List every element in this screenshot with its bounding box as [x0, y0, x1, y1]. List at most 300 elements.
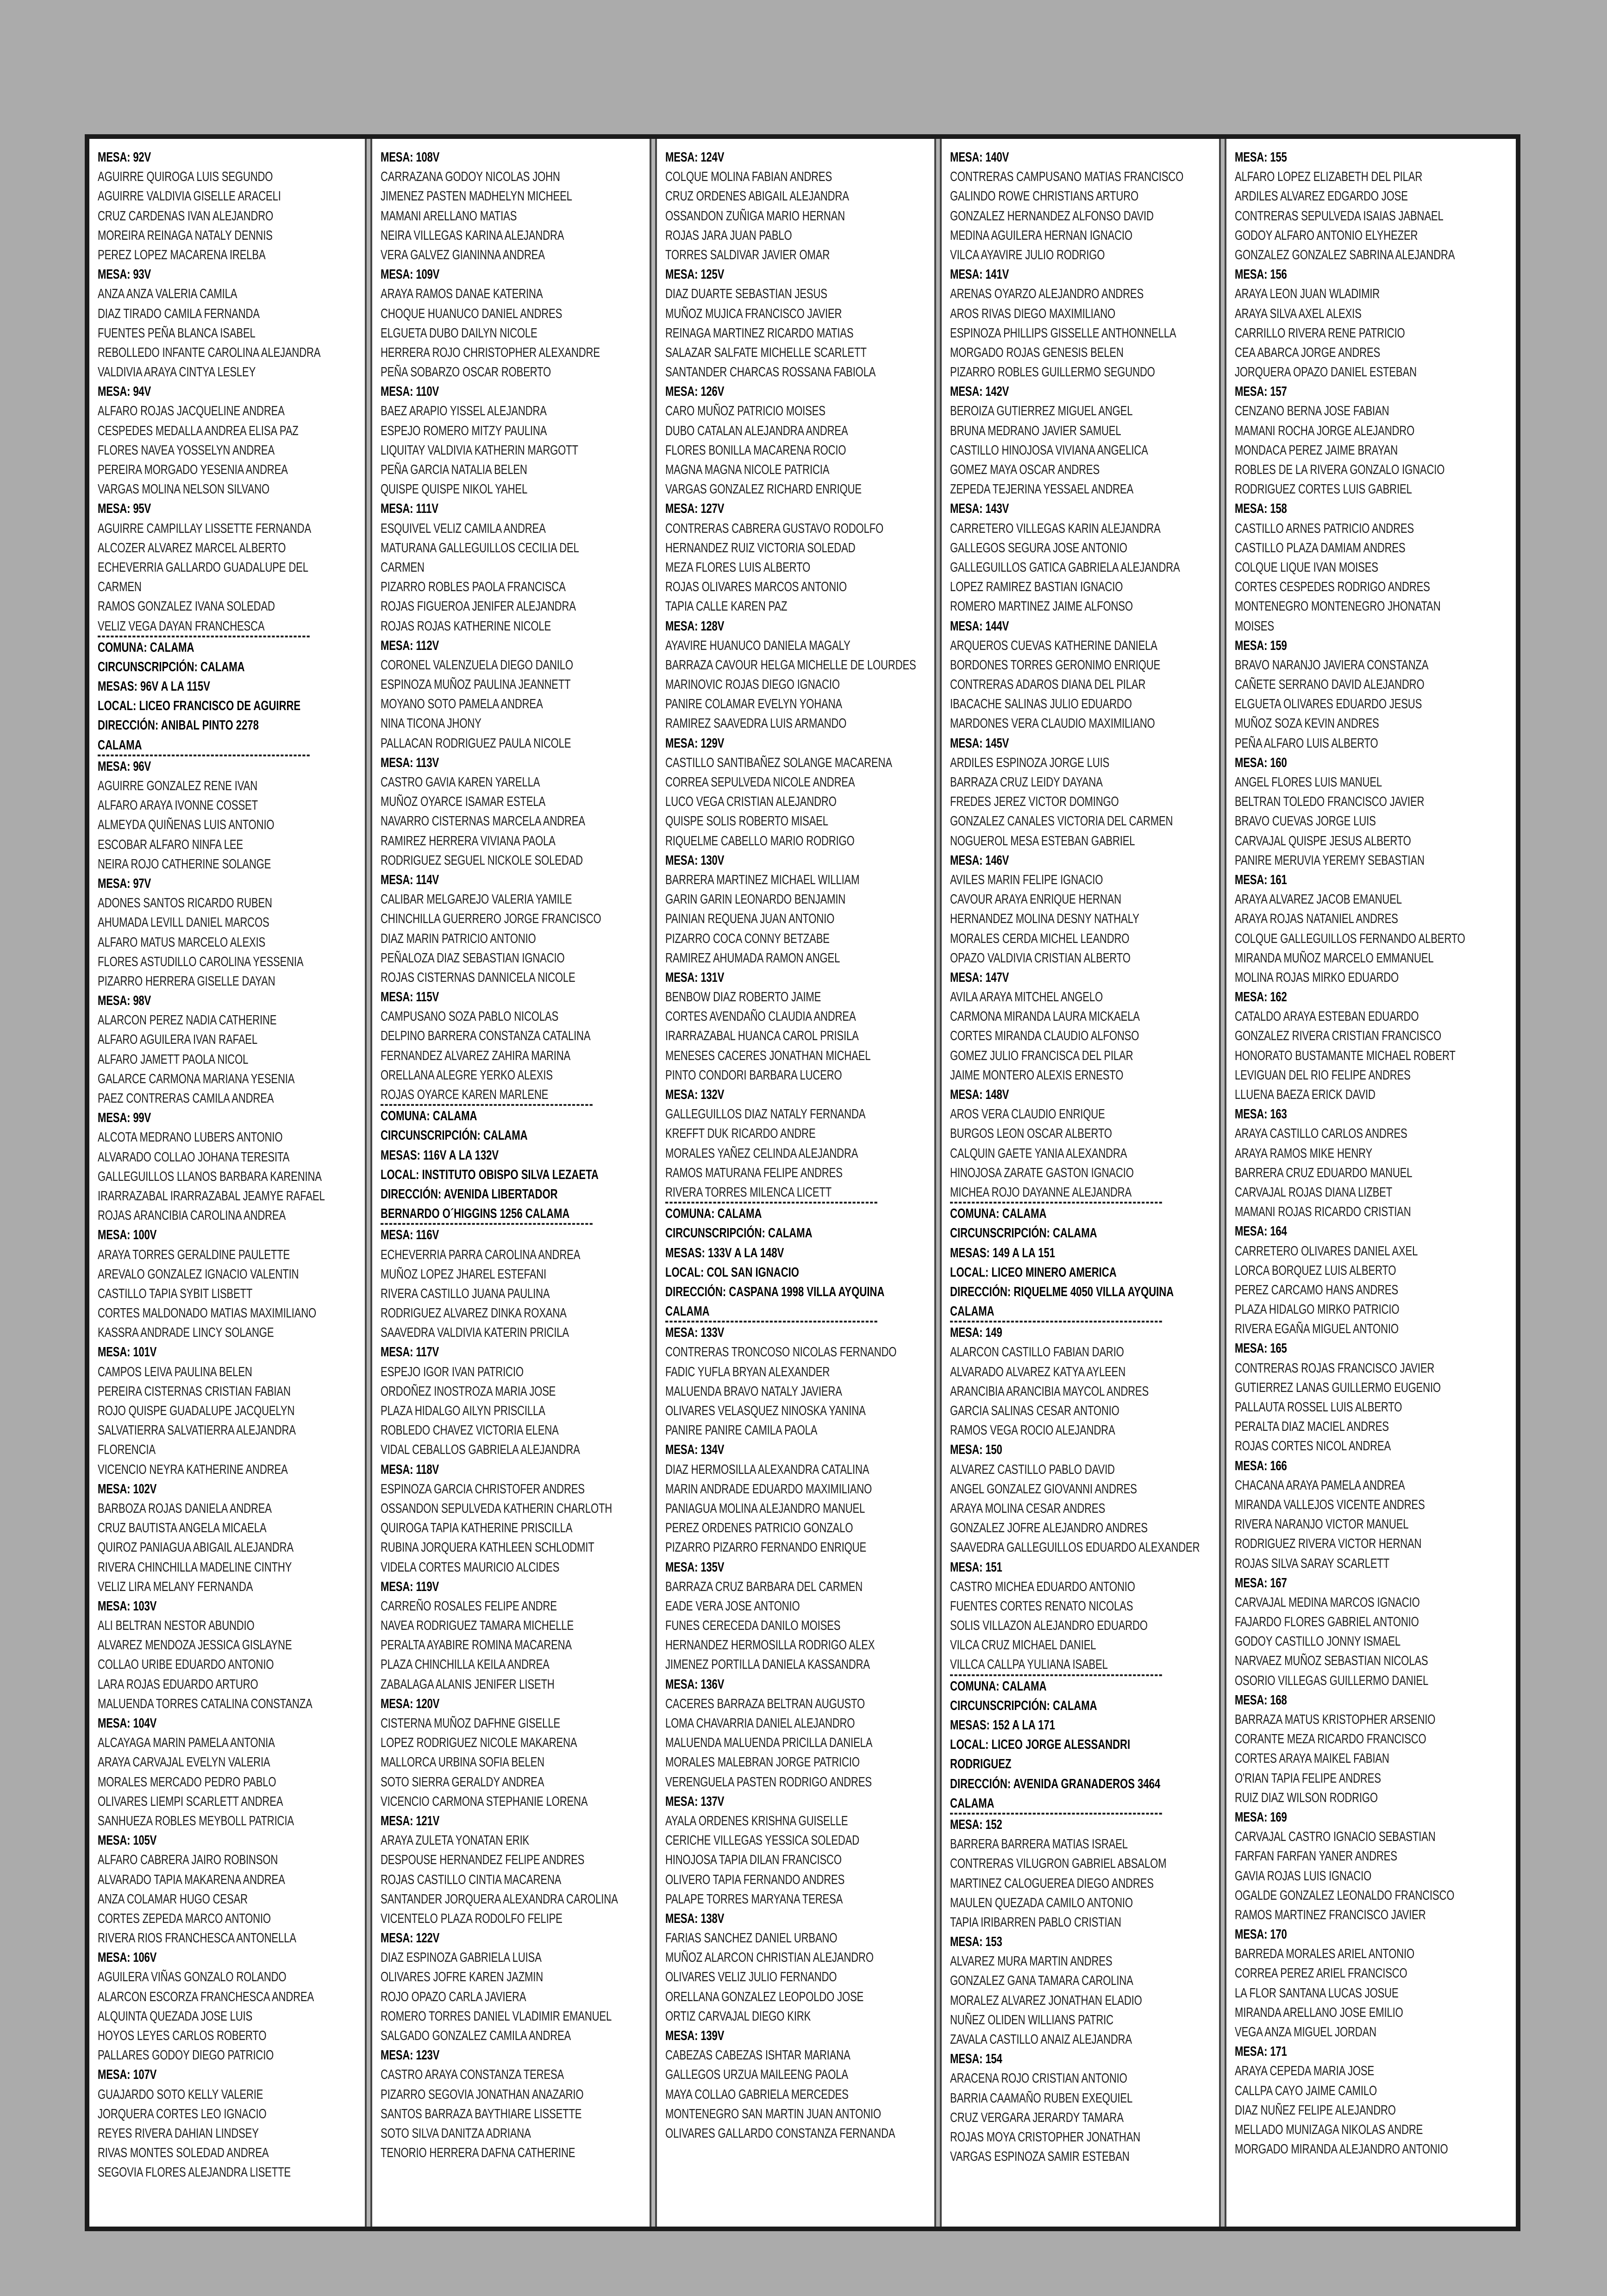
voter-name: ARAYA SILVA AXEL ALEXIS — [1235, 306, 1362, 321]
voter-name: SAAVEDRA GALLEGUILLOS EDUARDO ALEXANDER — [950, 1540, 1200, 1555]
voter-name: FERNANDEZ ALVAREZ ZAHIRA MARINA — [381, 1048, 571, 1063]
voter-name: NAVARRO CISTERNAS MARCELA ANDREA — [381, 813, 585, 829]
voter-name: HERNANDEZ MOLINA DESNY NATHALY — [950, 911, 1139, 926]
voter-name: ROBLEDO CHAVEZ VICTORIA ELENA — [381, 1423, 559, 1438]
voter-name: OLIVERO TAPIA FERNANDO ANDRES — [665, 1872, 845, 1887]
mesa-heading: MESA: 138V — [665, 1910, 725, 1926]
voter-name: DIAZ NUÑEZ FELIPE ALEJANDRO — [1235, 2102, 1396, 2117]
voter-name: COLQUE MOLINA FABIAN ANDRES — [665, 169, 832, 184]
mesa-heading: MESA: 126V — [665, 384, 725, 399]
voter-name: REBOLLEDO INFANTE CAROLINA ALEJANDRA — [98, 344, 321, 360]
voter-name: BELTRAN TOLEDO FRANCISCO JAVIER — [1235, 794, 1425, 809]
polling-place-header-line: MESAS: 96V A LA 115V — [98, 679, 210, 694]
voter-name: VILLCA CALLPA YULIANA ISABEL — [950, 1657, 1108, 1672]
mesa-heading: MESA: 133V — [665, 1325, 725, 1340]
voter-name: BEROIZA GUTIERREZ MIGUEL ANGEL — [950, 403, 1133, 418]
mesa-heading: MESA: 122V — [381, 1930, 440, 1946]
voter-name: ARQUEROS CUEVAS KATHERINE DANIELA — [950, 637, 1157, 653]
voter-name: LOMA CHAVARRIA DANIEL ALEJANDRO — [665, 1716, 855, 1730]
voter-name: SOTO SIERRA GERALDY ANDREA — [381, 1774, 544, 1789]
voter-name: OLIVARES GALLARDO CONSTANZA FERNANDA — [665, 2125, 895, 2140]
voter-name: CONTRERAS ROJAS FRANCISCO JAVIER — [1235, 1360, 1435, 1375]
voter-name: VICENCIO CARMONA STEPHANIE LORENA — [381, 1793, 588, 1809]
voter-name: ESCOBAR ALFARO NINFA LEE — [98, 836, 243, 852]
mesa-heading: MESA: 109V — [381, 267, 440, 282]
mesa-heading: MESA: 168 — [1235, 1692, 1287, 1707]
voter-name: CORTES MIRANDA CLAUDIO ALFONSO — [950, 1028, 1139, 1043]
voter-name: ALVAREZ MURA MARTIN ANDRES — [950, 1953, 1113, 1969]
polling-place-header-line: LOCAL: INSTITUTO OBISPO SILVA LEZAETA — [381, 1167, 599, 1182]
mesa-heading: MESA: 125V — [665, 267, 725, 282]
voter-name: FLORES BONILLA MACARENA ROCIO — [665, 442, 846, 457]
mesa-heading: MESA: 149 — [950, 1325, 1002, 1340]
voter-name: CISTERNA MUÑOZ DAFHNE GISELLE — [381, 1716, 560, 1730]
mesa-heading: MESA: 107V — [98, 2067, 157, 2082]
voter-name: CARO MUÑOZ PATRICIO MOISES — [665, 403, 825, 418]
voter-name: ALFARO ROJAS JACQUELINE ANDREA — [98, 403, 285, 418]
mesa-heading: MESA: 120V — [381, 1696, 440, 1711]
voter-name: RIVERA NARANJO VICTOR MANUEL — [1235, 1516, 1409, 1532]
polling-place-header-line: DIRECCIÓN: ANIBAL PINTO 2278 — [98, 718, 259, 733]
voter-name: RAMOS GONZALEZ IVANA SOLEDAD — [98, 599, 275, 614]
voter-name: HOYOS LEYES CARLOS ROBERTO — [98, 2028, 267, 2043]
voter-name: FUENTES PEÑA BLANCA ISABEL — [98, 325, 256, 340]
document-sheet — [85, 134, 1520, 2231]
mesa-heading: MESA: 157 — [1235, 384, 1287, 399]
voter-name: SANTOS BARRAZA BAYTHIARE LISSETTE — [381, 2106, 582, 2121]
mesa-heading: MESA: 144V — [950, 618, 1009, 633]
voter-name: GOMEZ MAYA OSCAR ANDRES — [950, 462, 1100, 477]
voter-name: PANIAGUA MOLINA ALEJANDRO MANUEL — [665, 1500, 865, 1516]
voter-name: CRUZ CARDENAS IVAN ALEJANDRO — [98, 208, 274, 223]
voter-name: CONTRERAS CABRERA GUSTAVO RODOLFO — [665, 520, 884, 536]
mesa-heading: MESA: 110V — [381, 384, 439, 399]
voter-name: AGUIRRE GONZALEZ RENE IVAN — [98, 778, 258, 793]
voter-name: ADONES SANTOS RICARDO RUBEN — [98, 895, 272, 911]
mesa-heading: MESA: 160 — [1235, 755, 1287, 770]
voter-name: PIZARRO SEGOVIA JONATHAN ANAZARIO — [381, 2086, 584, 2102]
column-4 — [942, 139, 1226, 2227]
mesa-heading: MESA: 118V — [381, 1461, 439, 1477]
voter-name: COLQUE GALLEGUILLOS FERNANDO ALBERTO — [1235, 930, 1465, 946]
voter-name: MORGADO ROJAS GENESIS BELEN — [950, 344, 1124, 360]
voter-name: GONZALEZ GANA TAMARA CAROLINA — [950, 1973, 1133, 1988]
voter-name: GALARCE CARMONA MARIANA YESENIA — [98, 1071, 295, 1086]
voter-name: ESPINOZA GARCIA CHRISTOFER ANDRES — [381, 1481, 585, 1496]
column-3 — [657, 139, 941, 2227]
mesa-heading: MESA: 164 — [1235, 1223, 1287, 1239]
voter-name: CONTRERAS CAMPUSANO MATIAS FRANCISCO — [950, 169, 1184, 184]
mesa-heading: MESA: 106V — [98, 1950, 157, 1965]
mesa-heading: MESA: 108V — [381, 150, 440, 164]
voter-name: PALAPE TORRES MARYANA TERESA — [665, 1891, 843, 1906]
voter-name: GOMEZ JULIO FRANCISCA DEL PILAR — [950, 1048, 1133, 1063]
voter-name: ESPINOZA MUÑOZ PAULINA JEANNETT — [381, 677, 571, 692]
voter-name: BARREDA MORALES ARIEL ANTONIO — [1235, 1946, 1414, 1961]
voter-name: PALLARES GODOY DIEGO PATRICIO — [98, 2047, 274, 2063]
voter-name: ALARCON ESCORZA FRANCHESCA ANDREA — [98, 1989, 314, 2004]
voter-name: O'RIAN TAPIA FELIPE ANDRES — [1235, 1770, 1381, 1785]
mesa-heading: MESA: 158 — [1235, 501, 1287, 516]
voter-name: CARRETERO OLIVARES DANIEL AXEL — [1235, 1243, 1418, 1258]
voter-name: BRAVO NARANJO JAVIERA CONSTANZA — [1235, 657, 1429, 672]
voter-name: QUISPE SOLIS ROBERTO MISAEL — [665, 813, 828, 829]
voter-name: OPAZO VALDIVIA CRISTIAN ALBERTO — [950, 950, 1131, 965]
polling-place-header-line: CIRCUNSCRIPCIÓN: CALAMA — [98, 659, 245, 674]
voter-name: MARTINEZ CALOGUEREA DIEGO ANDRES — [950, 1875, 1154, 1890]
voter-name: LORCA BORQUEZ LUIS ALBERTO — [1235, 1262, 1396, 1278]
voter-name: CHOQUE HUANUCO DANIEL ANDRES — [381, 306, 563, 321]
voter-name: BARRAZA CRUZ BARBARA DEL CARMEN — [665, 1578, 863, 1594]
voter-name: CENZANO BERNA JOSE FABIAN — [1235, 403, 1389, 418]
voter-name: TAPIA IRIBARREN PABLO CRISTIAN — [950, 1914, 1121, 1929]
mesa-heading: MESA: 146V — [950, 852, 1009, 867]
voter-name: CASTILLO PLAZA DAMIAM ANDRES — [1235, 540, 1406, 555]
voter-name: VICENTELO PLAZA RODOLFO FELIPE — [381, 1910, 563, 1926]
voter-name: ALVAREZ CASTILLO PABLO DAVID — [950, 1461, 1115, 1477]
voter-name: CORONEL VALENZUELA DIEGO DANILO — [381, 657, 573, 672]
voter-name: BARRERA MARTINEZ MICHAEL WILLIAM — [665, 872, 860, 887]
voter-name: MALUENDA BRAVO NATALY JAVIERA — [665, 1383, 842, 1398]
voter-name: HERRERA ROJO CHRISTOPHER ALEXANDRE — [381, 344, 600, 360]
voter-name: BRAVO CUEVAS JORGE LUIS — [1235, 813, 1376, 829]
voter-name: PIZARRO ROBLES GUILLERMO SEGUNDO — [950, 364, 1155, 380]
voter-name: IBACACHE SALINAS JULIO EDUARDO — [950, 696, 1132, 711]
voter-name: CARRAZANA GODOY NICOLAS JOHN — [381, 169, 560, 184]
voter-name: LUCO VEGA CRISTIAN ALEJANDRO — [665, 794, 837, 809]
voter-name: FUENTES CORTES RENATO NICOLAS — [950, 1598, 1133, 1613]
polling-place-header-line: LOCAL: COL SAN IGNACIO — [665, 1264, 799, 1279]
voter-name: SALAZAR SALFATE MICHELLE SCARLETT — [665, 344, 867, 360]
mesa-heading: MESA: 116V — [381, 1227, 439, 1242]
voter-name: PIZARRO PIZARRO FERNANDO ENRIQUE — [665, 1540, 867, 1555]
voter-name: MORGADO MIRANDA ALEJANDRO ANTONIO — [1235, 2141, 1448, 2157]
mesa-heading: MESA: 136V — [665, 1676, 725, 1691]
voter-name: DUBO CATALAN ALEJANDRA ANDREA — [665, 423, 848, 438]
voter-name: SALGADO GONZALEZ CAMILA ANDREA — [381, 2028, 571, 2043]
voter-name: CALIBAR MELGAREJO VALERIA YAMILE — [381, 892, 572, 907]
mesa-heading: MESA: 92V — [98, 150, 151, 164]
voter-name: ARAYA ROJAS NATANIEL ANDRES — [1235, 911, 1398, 926]
column-1 — [89, 139, 373, 2227]
polling-place-header-line: BERNARDO O´HIGGINS 1256 CALAMA — [381, 1204, 593, 1225]
voter-name: ORTIZ CARVAJAL DIEGO KIRK — [665, 2008, 811, 2023]
voter-name: PINTO CONDORI BARBARA LUCERO — [665, 1067, 842, 1082]
voter-name: RAMOS MATURANA FELIPE ANDRES — [665, 1165, 843, 1180]
voter-name: ORELLANA ALEGRE YERKO ALEXIS — [381, 1067, 553, 1082]
voter-name: PAEZ CONTRERAS CAMILA ANDREA — [98, 1091, 274, 1105]
voter-name: HERNANDEZ RUIZ VICTORIA SOLEDAD — [665, 540, 856, 555]
voter-name: CERICHE VILLEGAS YESSICA SOLEDAD — [665, 1833, 860, 1848]
voter-name: DIAZ ESPINOZA GABRIELA LUISA — [381, 1950, 542, 1965]
voter-name: CAMPUSANO SOZA PABLO NICOLAS — [381, 1009, 559, 1024]
voter-name: ALCAYAGA MARIN PAMELA ANTONIA — [98, 1735, 275, 1750]
polling-place-header-line: MESAS: 116V A LA 132V — [381, 1147, 499, 1162]
voter-name: MAMANI ARELLANO MATIAS — [381, 208, 517, 223]
polling-place-header-line: CIRCUNSCRIPCIÓN: CALAMA — [950, 1697, 1097, 1713]
voter-name: CORTES ARAYA MAIKEL FABIAN — [1235, 1751, 1389, 1766]
voter-name: MONTENEGRO MONTENEGRO JHONATAN — [1235, 599, 1441, 614]
voter-name: ALQUINTA QUEZADA JOSE LUIS — [98, 2008, 253, 2023]
voter-name: ARAYA TORRES GERALDINE PAULETTE — [98, 1247, 290, 1262]
polling-place-header-line: CIRCUNSCRIPCIÓN: CALAMA — [381, 1128, 528, 1143]
voter-name: ELGUETA OLIVARES EDUARDO JESUS — [1235, 696, 1422, 711]
voter-name: ALVARADO COLLAO JOHANA TERESITA — [98, 1149, 290, 1164]
voter-name: ALFARO MATUS MARCELO ALEXIS — [98, 934, 266, 949]
voter-name: CARRILLO RIVERA RENE PATRICIO — [1235, 325, 1405, 340]
voter-name: CHACANA ARAYA PAMELA ANDREA — [1235, 1477, 1405, 1492]
voter-name: OLIVARES VELIZ JULIO FERNANDO — [665, 1969, 837, 1984]
voter-name: GALLEGUILLOS LLANOS BARBARA KARENINA — [98, 1168, 322, 1184]
voter-name: GALINDO ROWE CHRISTIANS ARTURO — [950, 188, 1138, 204]
voter-name: ALFARO ARAYA IVONNE COSSET — [98, 798, 258, 813]
polling-place-header-line: LOCAL: LICEO JORGE ALESSANDRI — [950, 1737, 1131, 1752]
mesa-heading: MESA: 112V — [381, 637, 439, 653]
voter-name: NEIRA ROJO CATHERINE SOLANGE — [98, 856, 271, 871]
voter-name: ZABALAGA ALANIS JENIFER LISETH — [381, 1676, 555, 1691]
voter-name: ROMERO MARTINEZ JAIME ALFONSO — [950, 599, 1133, 614]
mesa-heading: MESA: 145V — [950, 735, 1009, 750]
mesa-heading: MESA: 115V — [381, 989, 439, 1004]
voter-name: FARIAS SANCHEZ DANIEL URBANO — [665, 1930, 838, 1946]
voter-name: PEREIRA CISTERNAS CRISTIAN FABIAN — [98, 1383, 291, 1398]
voter-name: VARGAS ESPINOZA SAMIR ESTEBAN — [950, 2149, 1130, 2164]
voter-name: CARREÑO ROSALES FELIPE ANDRE — [381, 1598, 557, 1613]
voter-name: ROJAS CORTES NICOL ANDREA — [1235, 1438, 1391, 1454]
voter-name: GUAJARDO SOTO KELLY VALERIE — [98, 2086, 263, 2102]
polling-place-header-line: COMUNA: CALAMA — [665, 1202, 877, 1223]
voter-name: VIDAL CEBALLOS GABRIELA ALEJANDRA — [381, 1442, 580, 1457]
voter-name: RUBINA JORQUERA KATHLEEN SCHLODMIT — [381, 1540, 594, 1555]
polling-place-header-line: DIRECCIÓN: AVENIDA LIBERTADOR — [381, 1186, 558, 1201]
voter-name: BARRIA CAAMAÑO RUBEN EXEQUIEL — [950, 2090, 1133, 2105]
voter-name: IRARRAZABAL HUANCA CAROL PRISILA — [665, 1028, 859, 1043]
mesa-heading: MESA: 139V — [665, 2028, 725, 2043]
voter-name: ROJO OPAZO CARLA JAVIERA — [381, 1989, 526, 2004]
voter-name: ORDOÑEZ INOSTROZA MARIA JOSE — [381, 1383, 556, 1398]
voter-name: PALLAUTA ROSSEL LUIS ALBERTO — [1235, 1399, 1402, 1414]
voter-name: ROJAS JARA JUAN PABLO — [665, 227, 792, 243]
mesa-heading: MESA: 171 — [1235, 2044, 1287, 2059]
voter-name: MORALES CERDA MICHEL LEANDRO — [950, 930, 1130, 946]
voter-name: NINA TICONA JHONY — [381, 716, 481, 731]
voter-name: AROS RIVAS DIEGO MAXIMILIANO — [950, 306, 1116, 321]
voter-name: TORRES SALDIVAR JAVIER OMAR — [665, 247, 830, 262]
voter-name: RAMIREZ SAAVEDRA LUIS ARMANDO — [665, 716, 847, 731]
voter-name: ARDILES ALVAREZ EDGARDO JOSE — [1235, 188, 1408, 204]
voter-name: BARRERA CRUZ EDUARDO MANUEL — [1235, 1165, 1413, 1180]
mesa-heading: MESA: 105V — [98, 1833, 157, 1848]
voter-name: SOLIS VILLAZON ALEJANDRO EDUARDO — [950, 1618, 1148, 1633]
mesa-heading: MESA: 155 — [1235, 150, 1287, 164]
voter-name: ORELLANA GONZALEZ LEOPOLDO JOSE — [665, 1989, 864, 2004]
voter-name: MATURANA GALLEGUILLOS CECILIA DEL — [381, 540, 579, 555]
voter-name: ECHEVERRIA PARRA CAROLINA ANDREA — [381, 1247, 581, 1262]
voter-name: ARAYA LEON JUAN WLADIMIR — [1235, 286, 1380, 301]
voter-name: RIVERA CASTILLO JUANA PAULINA — [381, 1285, 550, 1301]
voter-name: OLIVARES VELASQUEZ NINOSKA YANINA — [665, 1403, 866, 1418]
polling-place-header-line: DIRECCIÓN: CASPANA 1998 VILLA AYQUINA — [665, 1284, 885, 1299]
mesa-heading: MESA: 156 — [1235, 267, 1287, 282]
polling-place-header-line: LOCAL: LICEO FRANCISCO DE AGUIRRE — [98, 698, 301, 713]
voter-name: MAGNA MAGNA NICOLE PATRICIA — [665, 462, 830, 477]
voter-name: RIVERA TORRES MILENCA LICETT — [665, 1184, 832, 1199]
voter-name: VERA GALVEZ GIANINNA ANDREA — [381, 247, 545, 262]
voter-name: JIMENEZ PASTEN MADHELYN MICHEEL — [381, 188, 572, 204]
voter-name: ECHEVERRIA GALLARDO GUADALUPE DEL — [98, 559, 308, 574]
voter-name: LOPEZ RODRIGUEZ NICOLE MAKARENA — [381, 1735, 577, 1750]
voter-name: PEREZ LOPEZ MACARENA IRELBA — [98, 247, 266, 262]
voter-name: ARAYA MOLINA CESAR ANDRES — [950, 1500, 1106, 1516]
voter-name: ALFARO AGUILERA IVAN RAFAEL — [98, 1032, 257, 1047]
voter-name: BORDONES TORRES GERONIMO ENRIQUE — [950, 657, 1161, 672]
voter-name: FLORES NAVEA YOSSELYN ANDREA — [98, 442, 275, 457]
voter-name: ROJAS FIGUEROA JENIFER ALEJANDRA — [381, 599, 576, 614]
voter-name: MOLINA ROJAS MIRKO EDUARDO — [1235, 969, 1399, 985]
voter-name: ANGEL FLORES LUIS MANUEL — [1235, 774, 1382, 789]
voter-name: VIDELA CORTES MAURICIO ALCIDES — [381, 1559, 560, 1574]
voter-name: ESPEJO ROMERO MITZY PAULINA — [381, 423, 547, 438]
voter-name: ZEPEDA TEJERINA YESSAEL ANDREA — [950, 481, 1134, 497]
voter-name: VALDIVIA ARAYA CINTYA LESLEY — [98, 364, 256, 380]
polling-place-header-line: DIRECCIÓN: RIQUELME 4050 VILLA AYQUINA — [950, 1284, 1174, 1299]
voter-name: COLQUE LIQUE IVAN MOISES — [1235, 559, 1378, 574]
voter-name: VARGAS MOLINA NELSON SILVANO — [98, 481, 269, 497]
polling-place-header-line: COMUNA: CALAMA — [950, 1674, 1162, 1696]
voter-name: ROJAS CISTERNAS DANNICELA NICOLE — [381, 969, 575, 985]
voter-name: CAVOUR ARAYA ENRIQUE HERNAN — [950, 892, 1121, 907]
mesa-heading: MESA: 154 — [950, 2051, 1002, 2066]
voter-name: MUÑOZ MUJICA FRANCISCO JAVIER — [665, 306, 842, 321]
voter-name: ALVARADO TAPIA MAKARENA ANDREA — [98, 1872, 285, 1887]
voter-name: CRUZ BAUTISTA ANGELA MICAELA — [98, 1520, 267, 1535]
mesa-heading: MESA: 148V — [950, 1087, 1009, 1102]
mesa-heading: MESA: 165 — [1235, 1341, 1287, 1356]
column-divider — [1219, 139, 1226, 2227]
voter-name: GARCIA SALINAS CESAR ANTONIO — [950, 1403, 1119, 1418]
voter-name: MAYA COLLAO GABRIELA MERCEDES — [665, 2086, 849, 2102]
polling-place-header-line: MESAS: 152 A LA 171 — [950, 1717, 1055, 1732]
voter-name: GONZALEZ CANALES VICTORIA DEL CARMEN — [950, 813, 1173, 829]
polling-place-header-line: CALAMA — [950, 1793, 1162, 1815]
voter-name: CORANTE MEZA RICARDO FRANCISCO — [1235, 1731, 1426, 1747]
voter-name: AGUIRRE CAMPILLAY LISSETTE FERNANDA — [98, 520, 312, 536]
voter-name: ALVARADO ALVAREZ KATYA AYLEEN — [950, 1364, 1126, 1379]
mesa-heading: MESA: 151 — [950, 1559, 1002, 1574]
voter-name: RIVERA CHINCHILLA MADELINE CINTHY — [98, 1559, 292, 1574]
voter-name: ALCOZER ALVAREZ MARCEL ALBERTO — [98, 540, 286, 555]
voter-name: JORQUERA OPAZO DANIEL ESTEBAN — [1235, 364, 1417, 380]
voter-name: CAÑETE SERRANO DAVID ALEJANDRO — [1235, 677, 1425, 692]
voter-name: GODOY ALFARO ANTONIO ELYHEZER — [1235, 227, 1418, 243]
voter-name: CRUZ ORDENES ABIGAIL ALEJANDRA — [665, 188, 849, 204]
voter-name: VEGA ANZA MIGUEL JORDAN — [1235, 2024, 1376, 2039]
voter-name: MENESES CACERES JONATHAN MICHAEL — [665, 1048, 871, 1063]
voter-name: CASTRO GAVIA KAREN YARELLA — [381, 774, 540, 789]
mesa-heading: MESA: 135V — [665, 1559, 725, 1574]
voter-name: ROJAS OLIVARES MARCOS ANTONIO — [665, 579, 847, 594]
voter-name: CATALDO ARAYA ESTEBAN EDUARDO — [1235, 1009, 1419, 1024]
voter-name: GONZALEZ GONZALEZ SABRINA ALEJANDRA — [1235, 247, 1455, 262]
mesa-heading: MESA: 132V — [665, 1087, 725, 1102]
voter-name: EADE VERA JOSE ANTONIO — [665, 1598, 800, 1613]
voter-name: CACERES BARRAZA BELTRAN AUGUSTO — [665, 1696, 865, 1711]
mesa-heading: MESA: 137V — [665, 1793, 725, 1809]
voter-name: HINOJOSA TAPIA DILAN FRANCISCO — [665, 1852, 842, 1867]
voter-name: MARINOVIC ROJAS DIEGO IGNACIO — [665, 677, 840, 692]
voter-name: MIRANDA ARELLANO JOSE EMILIO — [1235, 2004, 1403, 2020]
voter-name: REYES RIVERA DAHIAN LINDSEY — [98, 2125, 259, 2140]
voter-name: GUTIERREZ LANAS GUILLERMO EUGENIO — [1235, 1379, 1441, 1395]
voter-name: MONTENEGRO SAN MARTIN JUAN ANTONIO — [665, 2106, 882, 2121]
voter-name: CONTRERAS TRONCOSO NICOLAS FERNANDO — [665, 1344, 897, 1360]
voter-name: GAVIA ROJAS LUIS IGNACIO — [1235, 1868, 1372, 1883]
voter-name: JAIME MONTERO ALEXIS ERNESTO — [950, 1067, 1124, 1082]
polling-place-header-line: RODRIGUEZ — [950, 1756, 1012, 1772]
mesa-heading: MESA: 163 — [1235, 1106, 1287, 1122]
voter-name: OSSANDON ZUÑIGA MARIO HERNAN — [665, 208, 845, 223]
voter-name: RAMIREZ AHUMADA RAMON ANGEL — [665, 950, 840, 965]
voter-name: MONDACA PEREZ JAIME BRAYAN — [1235, 442, 1398, 457]
voter-name: MOISES — [1235, 618, 1274, 633]
voter-name: DIAZ MARIN PATRICIO ANTONIO — [381, 930, 536, 946]
voter-name: ROJAS CASTILLO CINTIA MACARENA — [381, 1872, 562, 1887]
voter-name: RODRIGUEZ ALVAREZ DINKA ROXANA — [381, 1305, 567, 1321]
voter-name: DIAZ TIRADO CAMILA FERNANDA — [98, 306, 260, 321]
mesa-heading: MESA: 100V — [98, 1227, 157, 1242]
mesa-heading: MESA: 131V — [665, 969, 725, 985]
voter-name: MUÑOZ ALARCON CHRISTIAN ALEJANDRO — [665, 1950, 874, 1965]
voter-name: MUÑOZ LOPEZ JHAREL ESTEFANI — [381, 1266, 546, 1281]
voter-name: BRUNA MEDRANO JAVIER SAMUEL — [950, 423, 1121, 438]
voter-name: SAAVEDRA VALDIVIA KATERIN PRICILA — [381, 1325, 569, 1340]
voter-name: AVILA ARAYA MITCHEL ANGELO — [950, 989, 1103, 1004]
voter-name: PLAZA HIDALGO AILYN PRISCILLA — [381, 1403, 545, 1418]
voter-name: PEREIRA MORGADO YESENIA ANDREA — [98, 462, 288, 477]
voter-name: HINOJOSA ZARATE GASTON IGNACIO — [950, 1165, 1134, 1180]
mesa-heading: MESA: 104V — [98, 1716, 157, 1730]
voter-name: HERNANDEZ HERMOSILLA RODRIGO ALEX — [665, 1637, 875, 1653]
voter-name: CARMONA MIRANDA LAURA MICKAELA — [950, 1009, 1140, 1024]
voter-name: LOPEZ RAMIREZ BASTIAN IGNACIO — [950, 579, 1123, 594]
voter-name: PEÑALOZA DIAZ SEBASTIAN IGNACIO — [381, 950, 565, 965]
voter-name: COLLAO URIBE EDUARDO ANTONIO — [98, 1657, 274, 1672]
mesa-heading: MESA: 170 — [1235, 1927, 1287, 1942]
mesa-heading: MESA: 114V — [381, 872, 439, 887]
voter-name: LLUENA BAEZA ERICK DAVID — [1235, 1087, 1376, 1102]
voter-name: ARAYA ALVAREZ JACOB EMANUEL — [1235, 892, 1402, 907]
mesa-heading: MESA: 152 — [950, 1816, 1002, 1832]
voter-name: OLIVARES JOFRE KAREN JAZMIN — [381, 1969, 544, 1984]
mesa-heading: MESA: 98V — [98, 993, 151, 1008]
voter-name: ALCOTA MEDRANO LUBERS ANTONIO — [98, 1129, 283, 1145]
voter-name: ESPEJO IGOR IVAN PATRICIO — [381, 1364, 524, 1379]
voter-name: GALLEGUILLOS DIAZ NATALY FERNANDA — [665, 1106, 866, 1122]
voter-name: FADIC YUFLA BRYAN ALEXANDER — [665, 1364, 830, 1379]
voter-name: DESPOUSE HERNANDEZ FELIPE ANDRES — [381, 1852, 585, 1867]
voter-name: RUIZ DIAZ WILSON RODRIGO — [1235, 1790, 1378, 1805]
mesa-heading: MESA: 127V — [665, 501, 725, 516]
column-divider — [365, 139, 372, 2227]
mesa-heading: MESA: 159 — [1235, 637, 1287, 653]
voter-name: CABEZAS CABEZAS ISHTAR MARIANA — [665, 2047, 850, 2063]
voter-name: ESQUIVEL VELIZ CAMILA ANDREA — [381, 520, 546, 536]
mesa-heading: MESA: 167 — [1235, 1575, 1287, 1590]
voter-name: BARBOZA ROJAS DANIELA ANDREA — [98, 1500, 272, 1516]
voter-name: FLORENCIA — [98, 1442, 156, 1457]
mesa-heading: MESA: 124V — [665, 150, 725, 164]
voter-name: MALLORCA URBINA SOFIA BELEN — [381, 1754, 544, 1770]
